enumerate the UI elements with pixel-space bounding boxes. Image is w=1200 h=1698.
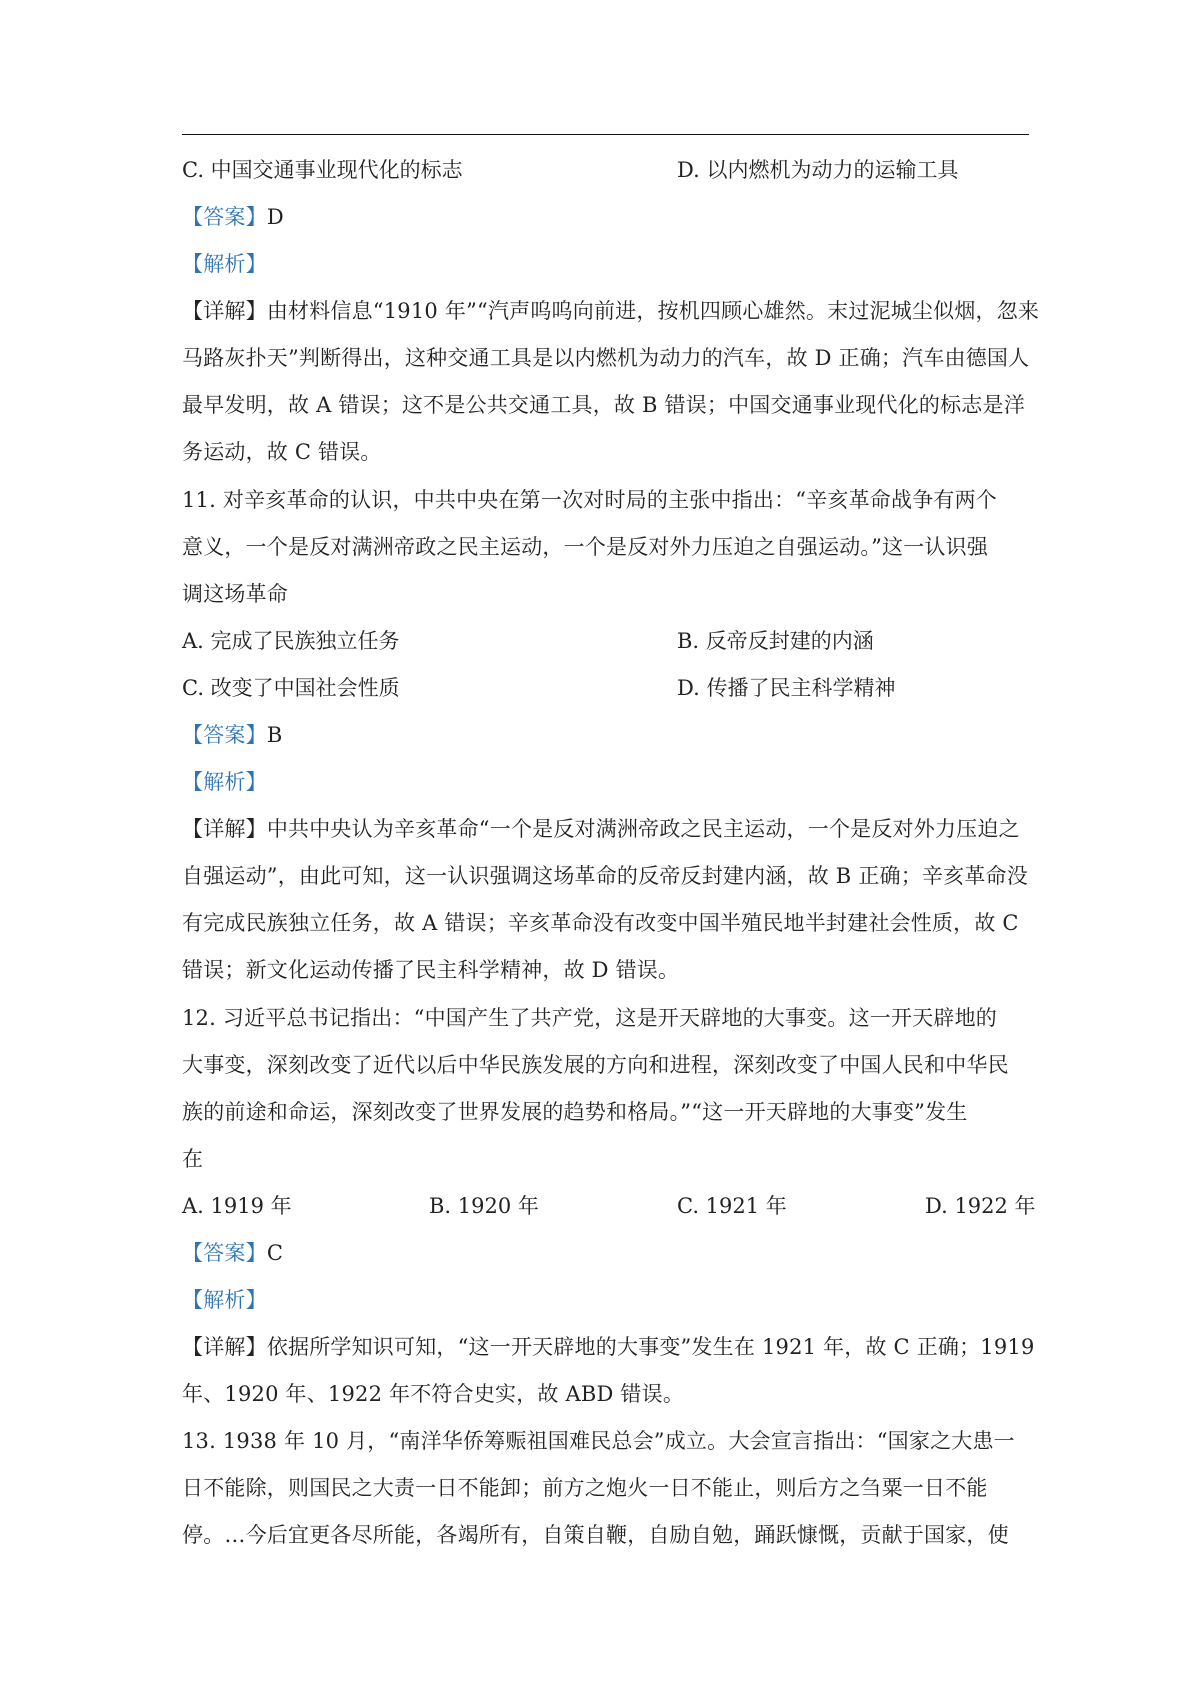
q13-stem-line-1: 13. 1938 年 10 月，“南洋华侨筹赈祖国难民总会”成立。大会宣言指出：“国家之大患一 <box>182 1429 1015 1453</box>
detail-tag: 【详解】 <box>182 817 267 841</box>
q10-detail-line-2: 马路灰扑天”判断得出，这种交通工具是以内燃机为动力的汽车，故 D 正确；汽车由德国人 <box>182 346 1030 370</box>
q12-answer-line <box>182 1238 1032 1268</box>
detail-tag: 【详解】 <box>182 1335 267 1359</box>
detail-text: 中共中央认为辛亥革命“一个是反对满洲帝政之民主运动，一个是反对外力压迫之 <box>266 817 1020 841</box>
answer-tag: 【答案】 <box>182 1241 267 1265</box>
detail-tag: 【详解】 <box>182 299 267 323</box>
q12-detail-line-2: 年、1920 年、1922 年不符合史实，故 ABD 错误。 <box>182 1382 685 1406</box>
q12-answer: C <box>266 1241 284 1265</box>
q11-stem-line-2: 意义，一个是反对满洲帝政之民主运动，一个是反对外力压迫之自强运动。”这一认识强 <box>182 535 989 559</box>
q11-answer: B <box>266 723 283 747</box>
q10-answer: D <box>266 205 284 229</box>
q11-answer-line <box>182 720 1032 750</box>
q12-detail-line-1 <box>182 1332 1035 1362</box>
q13-stem-line-3: 停。…今后宜更各尽所能，各竭所有，自策自鞭，自励自勉，踊跃慷慨，贡献于国家，使 <box>182 1523 1009 1547</box>
q13-stem-line-2: 日不能除，则国民之大责一日不能卸；前方之炮火一日不能止，则后方之刍粟一日不能 <box>182 1476 988 1500</box>
q12-stem-line-4: 在 <box>182 1147 204 1171</box>
q11-analysis-tag: 【解析】 <box>182 770 267 794</box>
q12-analysis-tag: 【解析】 <box>182 1288 267 1312</box>
q11-stem-line-3: 调这场革命 <box>182 582 288 606</box>
q12-option-c: C. 1921 年 <box>677 1194 787 1218</box>
header-rule <box>182 134 1029 135</box>
q12-stem-line-2: 大事变，深刻改变了近代以后中华民族发展的方向和进程，深刻改变了中国人民和中华民 <box>182 1053 1009 1077</box>
answer-tag: 【答案】 <box>182 723 267 747</box>
detail-text: 依据所学知识可知，“这一开天辟地的大事变”发生在 1921 年，故 C 正确；1919 <box>266 1335 1035 1359</box>
q11-detail-line-2: 自强运动”，由此可知，这一认识强调这场革命的反帝反封建内涵，故 B 正确；辛亥革命没 <box>182 864 1028 888</box>
q10-detail-line-3: 最早发明，故 A 错误；这不是公共交通工具，故 B 错误；中国交通事业现代化的标志是洋 <box>182 393 1025 417</box>
q11-option-d: D. 传播了民主科学精神 <box>677 676 896 700</box>
q10-option-d: D. 以内燃机为动力的运输工具 <box>677 158 959 182</box>
q10-detail-line-4: 务运动，故 C 错误。 <box>182 440 382 464</box>
answer-tag: 【答案】 <box>182 205 267 229</box>
q11-option-b: B. 反帝反封建的内涵 <box>677 629 874 653</box>
q11-stem-line-1: 11. 对辛亥革命的认识，中共中央在第一次对时局的主张中指出：“辛亥革命战争有两个 <box>182 488 998 512</box>
q12-option-d: D. 1922 年 <box>925 1194 1036 1218</box>
q11-option-c: C. 改变了中国社会性质 <box>182 676 400 700</box>
q12-option-b: B. 1920 年 <box>429 1194 539 1218</box>
q10-analysis-tag: 【解析】 <box>182 252 267 276</box>
q10-detail-line-1 <box>182 296 1040 326</box>
q10-option-c: C. 中国交通事业现代化的标志 <box>182 158 463 182</box>
q11-detail-line-4: 错误；新文化运动传播了民主科学精神，故 D 错误。 <box>182 958 680 982</box>
q11-detail-line-1 <box>182 814 1032 844</box>
q12-stem-line-3: 族的前途和命运，深刻改变了世界发展的趋势和格局。”“这一开天辟地的大事变”发生 <box>182 1100 968 1124</box>
q10-answer-line <box>182 202 1032 232</box>
q12-option-a: A. 1919 年 <box>182 1194 292 1218</box>
q12-stem-line-1: 12. 习近平总书记指出：“中国产生了共产党，这是开天辟地的大事变。这一开天辟地的 <box>182 1006 998 1030</box>
detail-text: 由材料信息“1910 年”“汽声呜呜向前进，按机四顾心雄然。末过泥城尘似烟，忽来 <box>266 299 1040 323</box>
q11-detail-line-3: 有完成民族独立任务，故 A 错误；辛亥革命没有改变中国半殖民地半封建社会性质，故 C <box>182 911 1019 935</box>
q11-option-a: A. 完成了民族独立任务 <box>182 629 400 653</box>
